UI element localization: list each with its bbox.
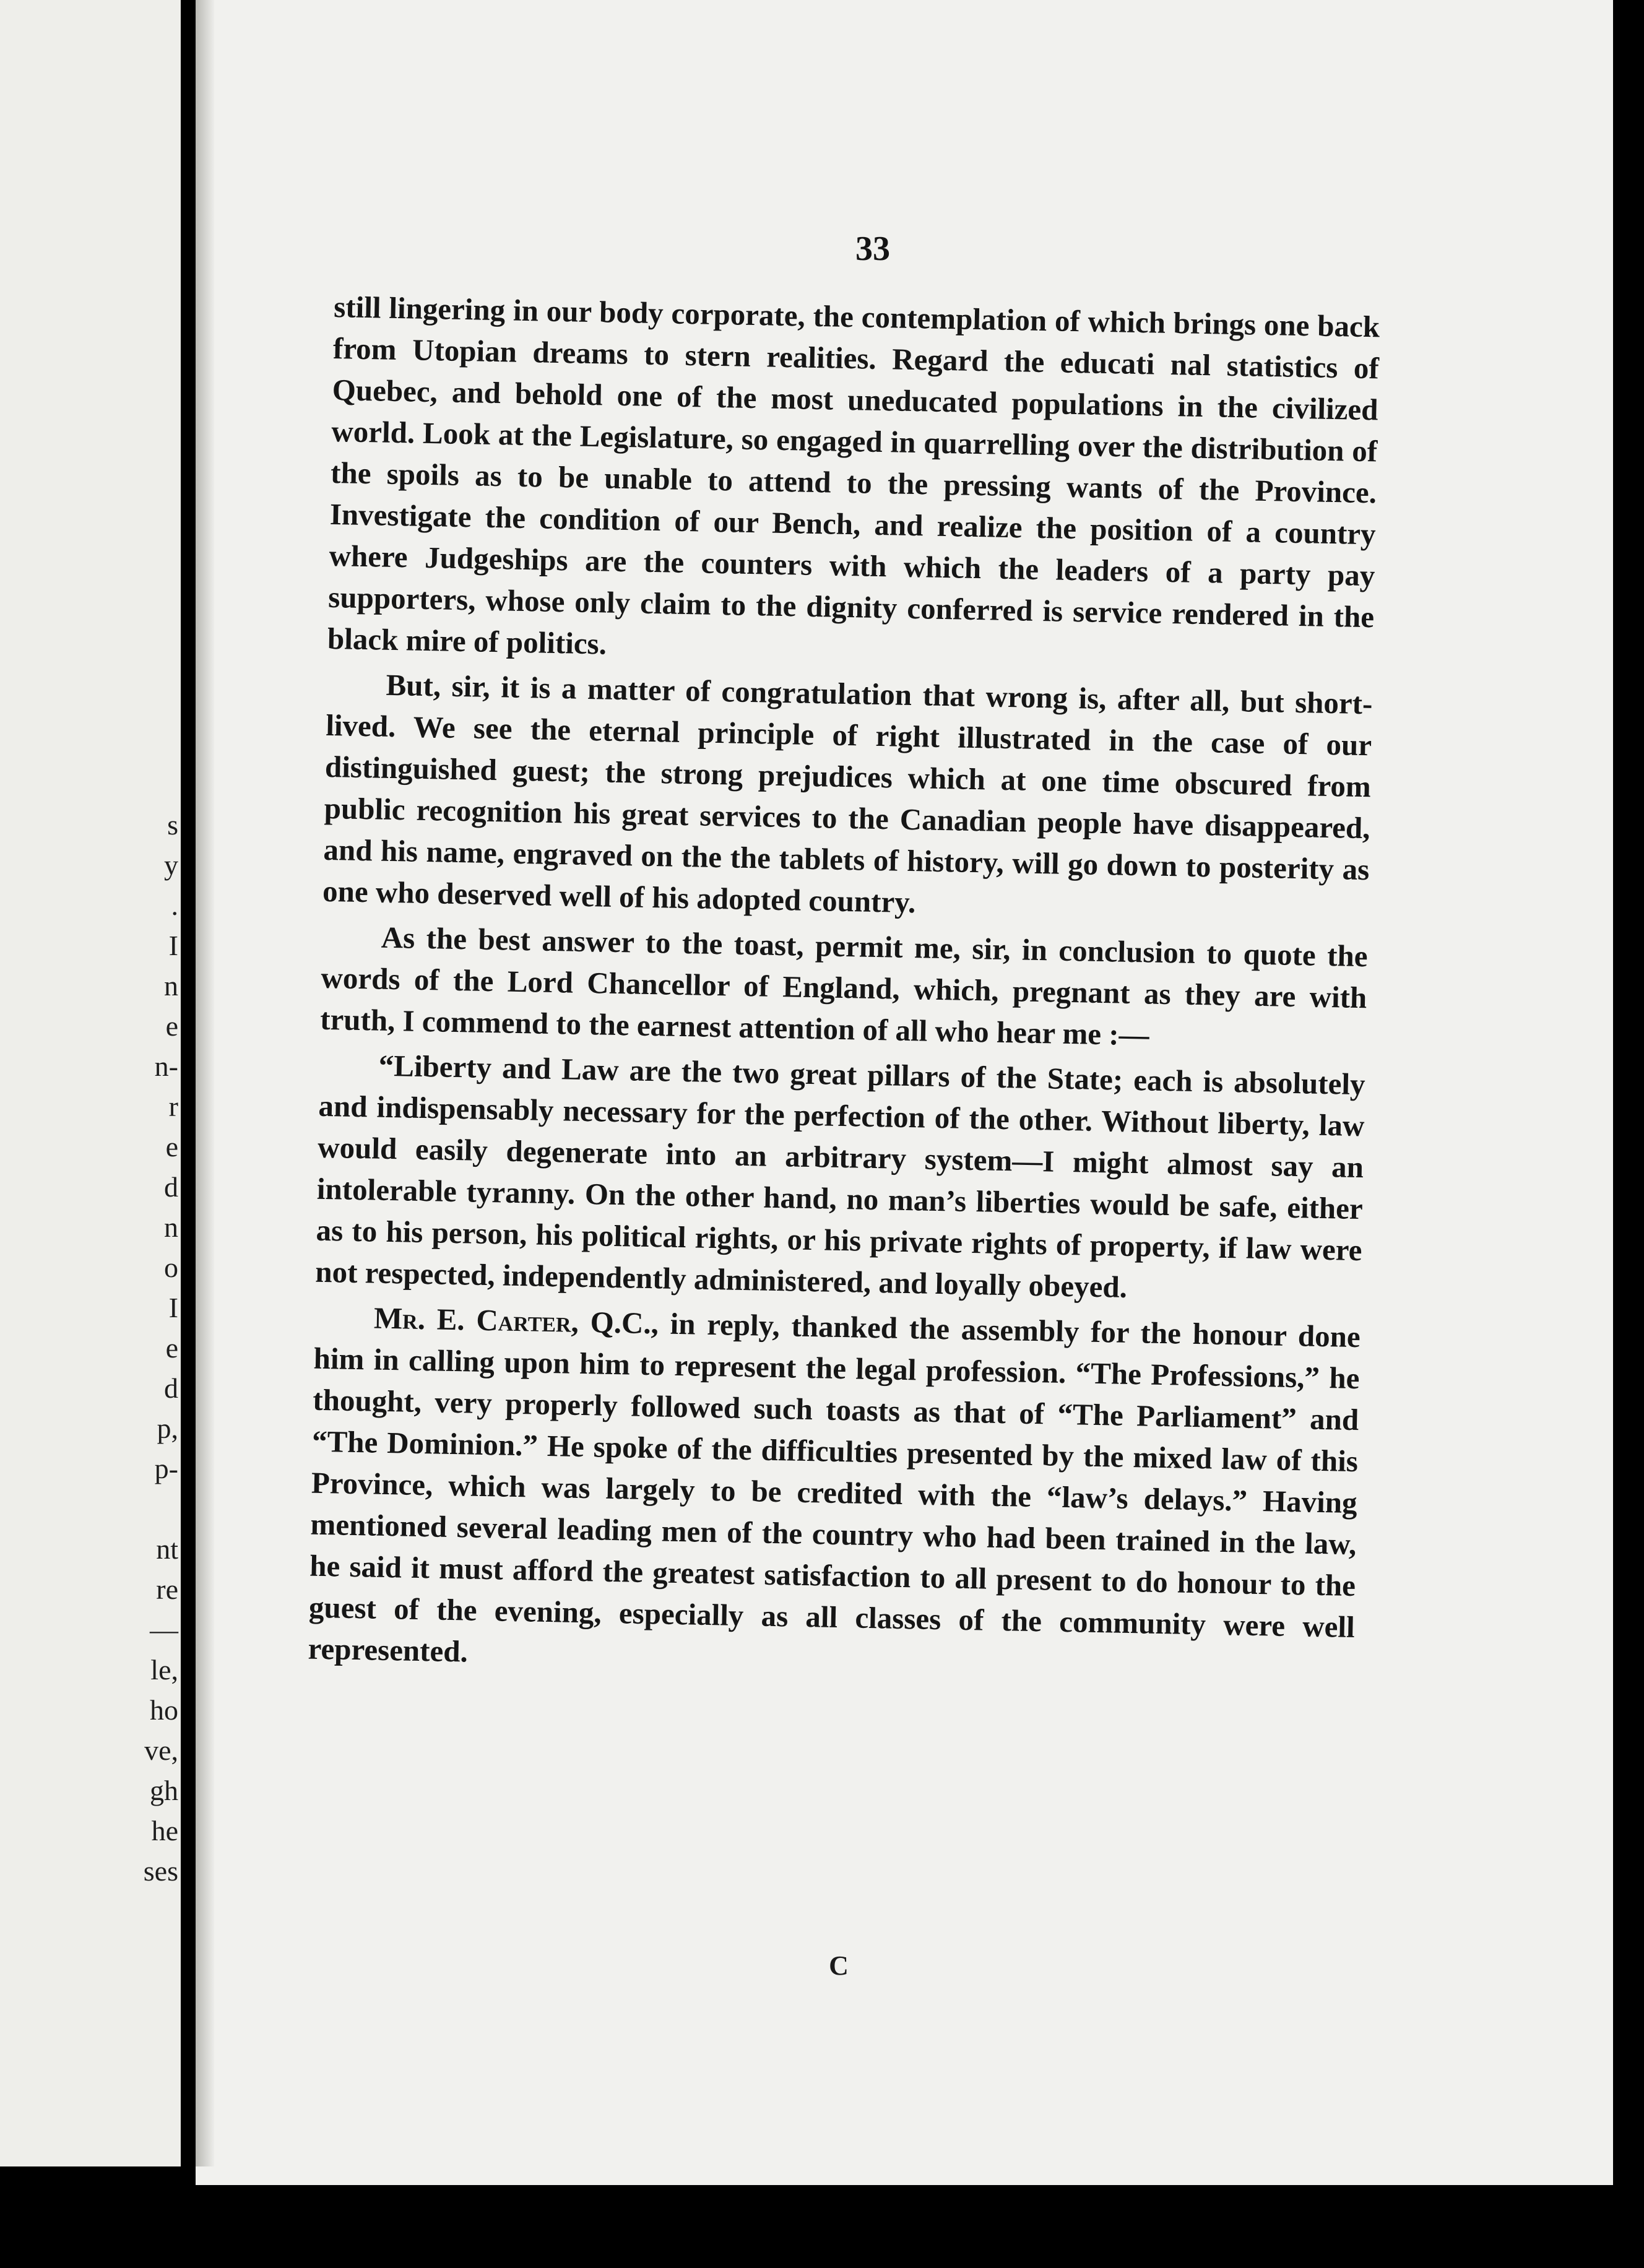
previous-page-fragment: gh [150, 1775, 178, 1806]
previous-page-fragment: y [164, 849, 178, 881]
reply-paragraph [308, 1296, 1361, 1689]
previous-page-fragment: e [165, 1131, 178, 1162]
previous-page-fragment: n [164, 970, 178, 1002]
previous-page-fragment: s [167, 809, 178, 841]
previous-page-fragment: r [168, 1091, 178, 1122]
previous-page-fragment: ses [143, 1855, 178, 1887]
previous-page-fragment: p, [157, 1413, 178, 1444]
reply-text: , Q.C., in reply, thanked the assembly for the honour done him in calling upon him to represent the legal profession. “The Professions,” he thought, very properly followed such toasts as that of “The Parliament” and “The Dominion.” He spoke of the difficulties presented by the mixed law of this Province, which was largely to be credited with the “law’s delays.” Having mentioned several leading men of the country who had been trained in the law, he said it must afford the greatest satisfaction to all present to do honour to the guest of the evening, especially as all classes of the community were well represented. [308, 1304, 1361, 1669]
signature-mark: C [829, 1950, 849, 1981]
body-text [308, 286, 1380, 1693]
previous-page-fragment: he [151, 1815, 178, 1846]
paragraph-2: But, sir, it is a matter of congratulation that wrong is, after all, but short-lived. We see the eternal principle of right illustrated in the case of our distinguished guest; the strong prejudices which at one time obscured from public recognition his great services to the Canadian people have disappeared, and his name, engraved on the the tablets of history, will go down to posterity as one who deserved well of his adopted country. [322, 667, 1373, 920]
previous-page-fragment: d [164, 1372, 178, 1404]
previous-page-sliver [0, 0, 181, 2166]
previous-page-fragment: ho [150, 1694, 178, 1726]
page-number: 33 [855, 230, 890, 268]
scan-border-right [1613, 0, 1644, 2268]
previous-page-fragment [129, 1489, 178, 1529]
previous-page-fragment: o [164, 1252, 178, 1283]
previous-page-fragment: . [171, 889, 178, 921]
previous-page-fragment: e [165, 1010, 178, 1042]
previous-page-fragment: n- [154, 1050, 178, 1082]
previous-page-fragment: e [165, 1332, 178, 1364]
previous-page-fragment: — [150, 1614, 178, 1645]
gutter-shadow [196, 0, 214, 2166]
speaker-name: Mr. E. Carter [373, 1301, 572, 1339]
previous-page-fragment: nt [156, 1533, 178, 1565]
paragraph-3: As the best answer to the toast, permit me, sir, in conclusion to quote the words of the Lord Chancellor of England, which, pregnant as they are with truth, I commend to the earnest attention of all who hear me :— [319, 920, 1369, 1052]
previous-page-fragment: I [168, 930, 178, 961]
quotation-paragraph: “Liberty and Law are the two great pillars of the State; each is absolutely and indispensably necessary for the perfection of the other. Without liberty, law would easily degenerate into an arbitrary system—I might almost say an intolerable tyranny. On the other hand, no man’s liberties would be safe, either as to his person, his political rights, or his private rights of property, if law were not respected, independently administered, and loyally obeyed. [314, 1048, 1366, 1304]
scan-border-bottom [0, 2185, 1644, 2268]
previous-page-fragment: I [168, 1292, 178, 1323]
paragraph-1: still lingering in our body corporate, the contemplation of which brings one back from Utopian dreams to stern realities. Regard the educati nal statistics of Quebec, and behold one of the most uneducated populations in the civilized world. Look at the Legislature, so engaged in quarrelling over the distribution of the spoils as to be unable to attend to the pressing wants of the Province. Investigate the condition of our Bench, and realize the position of a country where Judgeships are the counters with which the leaders of a party pay supporters, whose only claim to the dignity conferred is service rendered in the black mire of politics. [327, 289, 1380, 661]
previous-page-fragment: d [164, 1171, 178, 1203]
binding-gutter [181, 0, 196, 2166]
previous-page-fragment: re [156, 1573, 178, 1605]
previous-page-line-endings [129, 805, 178, 1891]
previous-page-fragment: n [164, 1211, 178, 1243]
previous-page-fragment: p- [154, 1453, 178, 1484]
previous-page-fragment: le, [150, 1654, 178, 1686]
previous-page-fragment: ve, [144, 1734, 178, 1766]
